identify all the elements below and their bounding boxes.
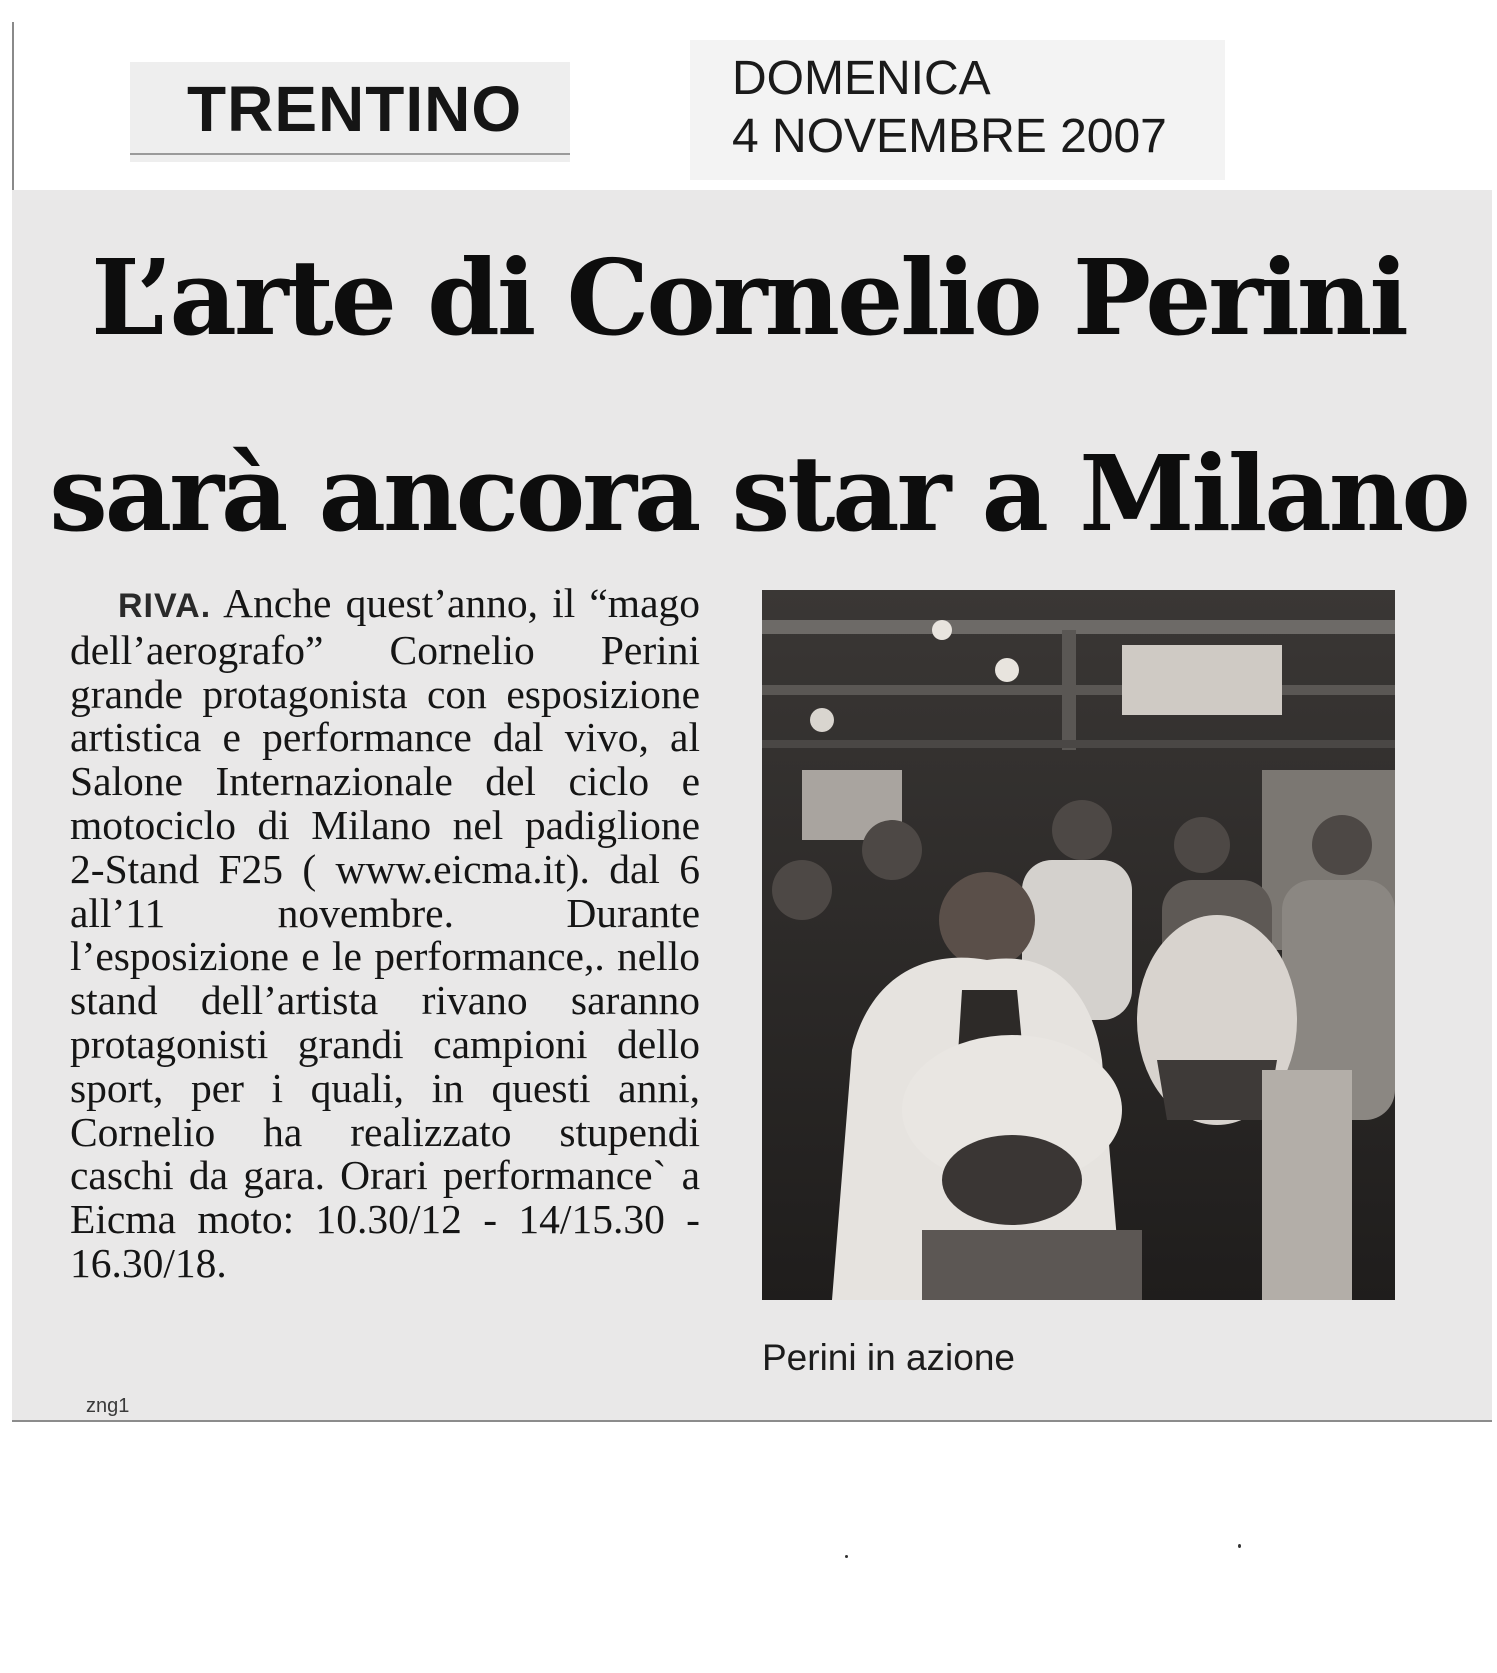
- publication-weekday: DOMENICA: [732, 52, 991, 105]
- publication-date: [732, 50, 1167, 166]
- article-text: Anche quest’anno, il “mago dell’aerografo” Cornelio Perini grande protagonista con esposizione artistica e performance dal vivo, al Salone Internazionale del ciclo e motociclo di Milano nel padiglione 2-Stand F25 ( www.eicma.it). dal 6 all’11 novembre. Durante l’esposizione e le performance,. nello stand dell’artista rivano saranno protagonisti grandi campioni dello sport, per i quali, in questi anni, Cornelio ha realizzato stupendi caschi da gara. Orari performance` a Eicma moto: 10.30/12 - 14/15.30 - 16.30/18.: [70, 580, 700, 1286]
- page-code: zng1: [86, 1395, 130, 1417]
- header-edge-line: [12, 22, 14, 190]
- article-city: RIVA.: [118, 587, 212, 625]
- masthead-rule: [130, 153, 570, 155]
- photo-illustration: [762, 590, 1395, 1300]
- publication-day: 4 NOVEMBRE 2007: [732, 110, 1167, 163]
- headline-line-1: L’arte di Cornelio Perini: [91, 236, 1406, 359]
- article-photo: [762, 590, 1395, 1300]
- paper-speck: [1238, 1544, 1241, 1548]
- headline-line-2: sarà ancora star a Milano: [49, 432, 1468, 555]
- newspaper-masthead: TRENTINO: [187, 73, 523, 145]
- article-headline: [0, 200, 1497, 592]
- paper-speck: [845, 1555, 848, 1558]
- photo-caption: Perini in azione: [762, 1337, 1015, 1378]
- article-body: [70, 582, 700, 1286]
